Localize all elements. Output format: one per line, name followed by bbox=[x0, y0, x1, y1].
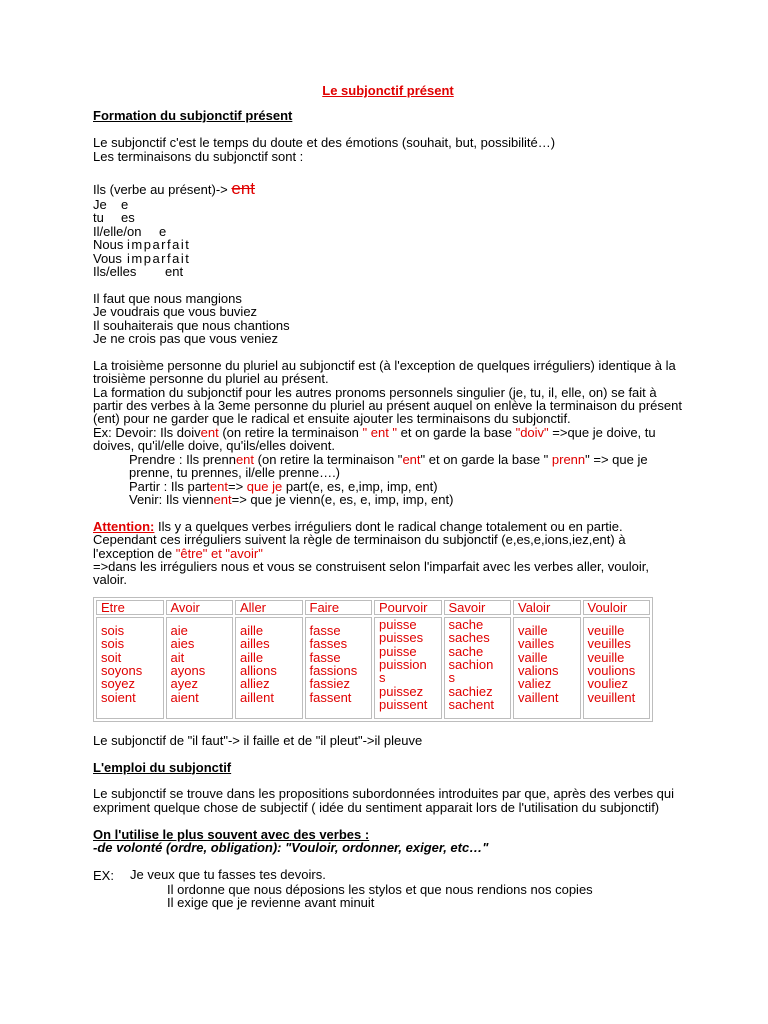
verb-form: soient bbox=[101, 689, 136, 705]
example-sentence: Je ne crois pas que vous veniez bbox=[93, 331, 278, 347]
ending-pronoun: Je bbox=[93, 197, 107, 213]
verb-form: sache bbox=[448, 643, 484, 659]
verb-form: sache bbox=[448, 616, 484, 632]
verb-form: aient bbox=[170, 689, 199, 705]
verb-form: allions bbox=[240, 662, 277, 678]
ending-suffix: e bbox=[159, 223, 167, 239]
emploi-subheading: On l'utilise le plus souvent avec des verbes : bbox=[93, 826, 370, 842]
ending-row bbox=[93, 238, 683, 251]
irregular-verbs-table bbox=[93, 597, 653, 722]
verb-form: veuille bbox=[587, 649, 625, 665]
verb-form: sois bbox=[101, 622, 125, 638]
example-line: Il ordonne que nous déposions les stylos et que nous rendions nos copies bbox=[167, 881, 593, 897]
example-label: EX: bbox=[93, 867, 114, 883]
table-cell bbox=[583, 617, 651, 719]
example-sentence: Il faut que nous mangions bbox=[93, 290, 242, 306]
example-devoir-text: Ex: Devoir: Ils doiv bbox=[93, 424, 201, 440]
intro-line-2: Les terminaisons du subjonctif sont : bbox=[93, 148, 304, 164]
attention-text: Ils y a quelques verbes irréguliers dont le radical change totalement ou en partie. Cependant ces irréguliers suivent la règle de terminaison du subjonctif (e,es,e,ions,iez,ent) à l'exception de bbox=[93, 518, 626, 561]
example-line: Je veux que tu fasses tes devoirs. bbox=[130, 866, 326, 882]
table-cell bbox=[374, 617, 442, 719]
verb-form: veuillent bbox=[587, 689, 636, 705]
verb-form: aies bbox=[170, 636, 195, 652]
ending-pronoun: Vous bbox=[93, 250, 122, 266]
verb-form: vailles bbox=[518, 636, 555, 652]
example-venir-text: => que je vienn(e, es, e, imp, imp, ent) bbox=[231, 491, 454, 507]
verb-form: fassiez bbox=[309, 676, 350, 692]
verb-form: ailles bbox=[240, 636, 270, 652]
example-devoir-base: "doiv" bbox=[515, 424, 549, 440]
example-sentence: Je voudrais que vous buviez bbox=[93, 304, 258, 320]
verb-form: vaille bbox=[518, 622, 548, 638]
paragraph-formation: La formation du subjonctif pour les autres pronoms personnels singulier (je, tu, il, elle, on) se fait à partir des verbes à la 3eme personne du pluriel au présent auquel on enlève la terminaison du présent (ent) pour ne garder que le radical et ensuite ajouter les terminaisons du subjonctif. bbox=[93, 384, 682, 427]
verb-form: sois bbox=[101, 636, 125, 652]
example-partir-text: Partir : Ils part bbox=[129, 478, 210, 494]
table-header-cell: Savoir bbox=[444, 600, 512, 615]
verb-form: veuilles bbox=[587, 636, 631, 652]
verb-form: soyez bbox=[101, 676, 135, 692]
ending-row bbox=[93, 198, 683, 211]
table-header-row bbox=[96, 600, 650, 615]
ending-suffix: es bbox=[121, 210, 135, 226]
example-devoir-text: =>que je doive, tu doives, qu'il/elle doive, qu'ils/elles doivent. bbox=[93, 424, 656, 454]
formation-heading: Formation du subjonctif présent bbox=[93, 108, 293, 124]
table-cell bbox=[305, 617, 373, 719]
verb-form: ayons bbox=[170, 662, 206, 678]
example-partir-text: => bbox=[228, 478, 247, 494]
table-header-cell: Aller bbox=[235, 600, 303, 615]
attention-line-2: =>dans les irréguliers nous et vous se construisent selon l'imparfait avec les verbes aller, vouloir, valoir. bbox=[93, 558, 649, 588]
example-sentence: Il souhaiterais que nous chantions bbox=[93, 317, 290, 333]
ending-pronoun: Il/elle/on bbox=[93, 223, 142, 239]
example-prendre-text: " => que je prenne, tu prennes, il/elle prenne….) bbox=[129, 451, 648, 481]
table-header-cell: Faire bbox=[305, 600, 373, 615]
il-faut-il-pleut: Le subjonctif de "il faut"-> il faille et de "il pleut"->il pleuve bbox=[93, 732, 423, 748]
document-title: Le subjonctif présent bbox=[322, 83, 454, 98]
paragraph-third-person: La troisième personne du pluriel au subjonctif est (à l'exception de quelques irréguliers) identique à la troisième personne du pluriel au présent. bbox=[93, 357, 676, 387]
verb-form: aillent bbox=[240, 689, 274, 705]
verb-form: valiez bbox=[518, 676, 552, 692]
ending-suffix: imparfait bbox=[127, 250, 191, 266]
example-venir-ending: ent bbox=[213, 491, 232, 507]
verb-form: fasse bbox=[309, 622, 341, 638]
table-row bbox=[96, 617, 650, 719]
example-devoir-ending-quoted: " ent " bbox=[362, 424, 398, 440]
ending-rule-ent: ent bbox=[231, 179, 256, 199]
verb-form: voulions bbox=[587, 662, 636, 678]
example-line: Il exige que je revienne avant minuit bbox=[167, 895, 375, 911]
example-devoir bbox=[93, 426, 683, 453]
attention-paragraph bbox=[93, 520, 683, 560]
example-venir bbox=[93, 493, 683, 506]
verb-form: fassions bbox=[309, 662, 358, 678]
ending-pronoun: tu bbox=[93, 210, 104, 226]
example-devoir-text: (on retire la terminaison bbox=[218, 424, 363, 440]
example-partir bbox=[93, 480, 683, 493]
verb-form: sachion bbox=[448, 656, 494, 672]
verb-form: soit bbox=[101, 649, 122, 665]
table-cell bbox=[444, 617, 512, 719]
verb-form: sachent bbox=[448, 697, 495, 713]
table-cell bbox=[235, 617, 303, 719]
table-cell bbox=[96, 617, 164, 719]
example-prendre-ending: ent bbox=[235, 451, 255, 467]
verb-form: fasse bbox=[309, 649, 341, 665]
verb-form: puisse bbox=[379, 616, 417, 632]
table-header-cell: Pourvoir bbox=[374, 600, 442, 615]
emploi-example-row bbox=[93, 868, 683, 883]
intro-line-1: Le subjonctif c'est le temps du doute et des émotions (souhait, but, possibilité…) bbox=[93, 135, 556, 151]
ending-row bbox=[93, 211, 683, 224]
example-partir-ending: ent bbox=[209, 478, 228, 494]
verb-form: aille bbox=[240, 649, 264, 665]
verb-form: vaillent bbox=[518, 689, 559, 705]
verb-form: veuille bbox=[587, 622, 625, 638]
verb-form: vouliez bbox=[587, 676, 628, 692]
verb-form: puisses bbox=[379, 630, 424, 646]
example-partir-text: part(e, es, e,imp, imp, ent) bbox=[282, 478, 438, 494]
example-devoir-ending: ent bbox=[200, 424, 219, 440]
verb-form: sachiez bbox=[448, 683, 493, 699]
verb-form: aille bbox=[240, 622, 264, 638]
verb-form: s bbox=[448, 670, 455, 686]
table-cell bbox=[513, 617, 581, 719]
document-page bbox=[93, 84, 683, 910]
ending-pronoun: Ils/elles bbox=[93, 264, 137, 280]
verb-form: aie bbox=[170, 622, 188, 638]
example-venir-text: Venir: Ils vienn bbox=[129, 491, 214, 507]
emploi-text: Le subjonctif se trouve dans les propositions subordonnées introduites par que, après des verbes qui expriment quelque chose de subjectif ( idée du sentiment apparait lors de l'utilisation du subjonctif) bbox=[93, 786, 675, 815]
table-header-cell: Etre bbox=[96, 600, 164, 615]
verb-form: alliez bbox=[240, 676, 270, 692]
example-prendre-text: Prendre : Ils prenn bbox=[129, 451, 236, 467]
verb-form: puisse bbox=[379, 643, 417, 659]
example-prendre-text: " et on garde la base " bbox=[420, 451, 552, 467]
examples-list bbox=[93, 292, 683, 346]
table-cell bbox=[166, 617, 234, 719]
verb-form: valions bbox=[518, 662, 559, 678]
example-prendre bbox=[93, 453, 683, 480]
example-prendre-ending-quoted: ent bbox=[402, 451, 421, 467]
table-header-cell: Valoir bbox=[513, 600, 581, 615]
ending-rule bbox=[93, 181, 683, 198]
verb-form: fasses bbox=[309, 636, 348, 652]
ending-pronoun: Nous bbox=[93, 237, 124, 253]
verb-form: puissez bbox=[379, 683, 424, 699]
verb-form: s bbox=[379, 670, 386, 686]
example-prendre-text: (on retire la terminaison " bbox=[254, 451, 403, 467]
verb-form: soyons bbox=[101, 662, 143, 678]
example-partir-que-je: que je bbox=[246, 478, 283, 494]
attention-label: Attention: bbox=[93, 518, 155, 534]
table-header-cell: Avoir bbox=[166, 600, 234, 615]
ending-row bbox=[93, 265, 683, 278]
emploi-heading: L'emploi du subjonctif bbox=[93, 759, 232, 775]
verb-form: saches bbox=[448, 630, 490, 646]
verb-form: puission bbox=[379, 656, 427, 672]
verb-form: ait bbox=[170, 649, 185, 665]
verb-form: puissent bbox=[379, 697, 428, 713]
example-devoir-text: et on garde la base bbox=[397, 424, 516, 440]
ending-rule-prefix: Ils (verbe au présent)-> bbox=[93, 182, 228, 198]
verb-form: ayez bbox=[170, 676, 198, 692]
example-prendre-base: prenn bbox=[551, 451, 586, 467]
ending-row bbox=[93, 252, 683, 265]
verb-form: fassent bbox=[309, 689, 352, 705]
ending-row bbox=[93, 225, 683, 238]
verb-form: vaille bbox=[518, 649, 548, 665]
volonte-line: -de volonté (ordre, obligation): "Vouloir, ordonner, exiger, etc…" bbox=[93, 839, 489, 855]
ending-suffix: e bbox=[121, 197, 129, 213]
attention-exceptions: "être" et "avoir" bbox=[175, 545, 263, 561]
table-header-cell: Vouloir bbox=[583, 600, 651, 615]
irregular-verbs-table-wrap bbox=[93, 597, 683, 722]
ending-suffix: ent bbox=[165, 264, 184, 280]
ending-suffix: imparfait bbox=[127, 237, 191, 253]
endings-list bbox=[93, 198, 683, 278]
